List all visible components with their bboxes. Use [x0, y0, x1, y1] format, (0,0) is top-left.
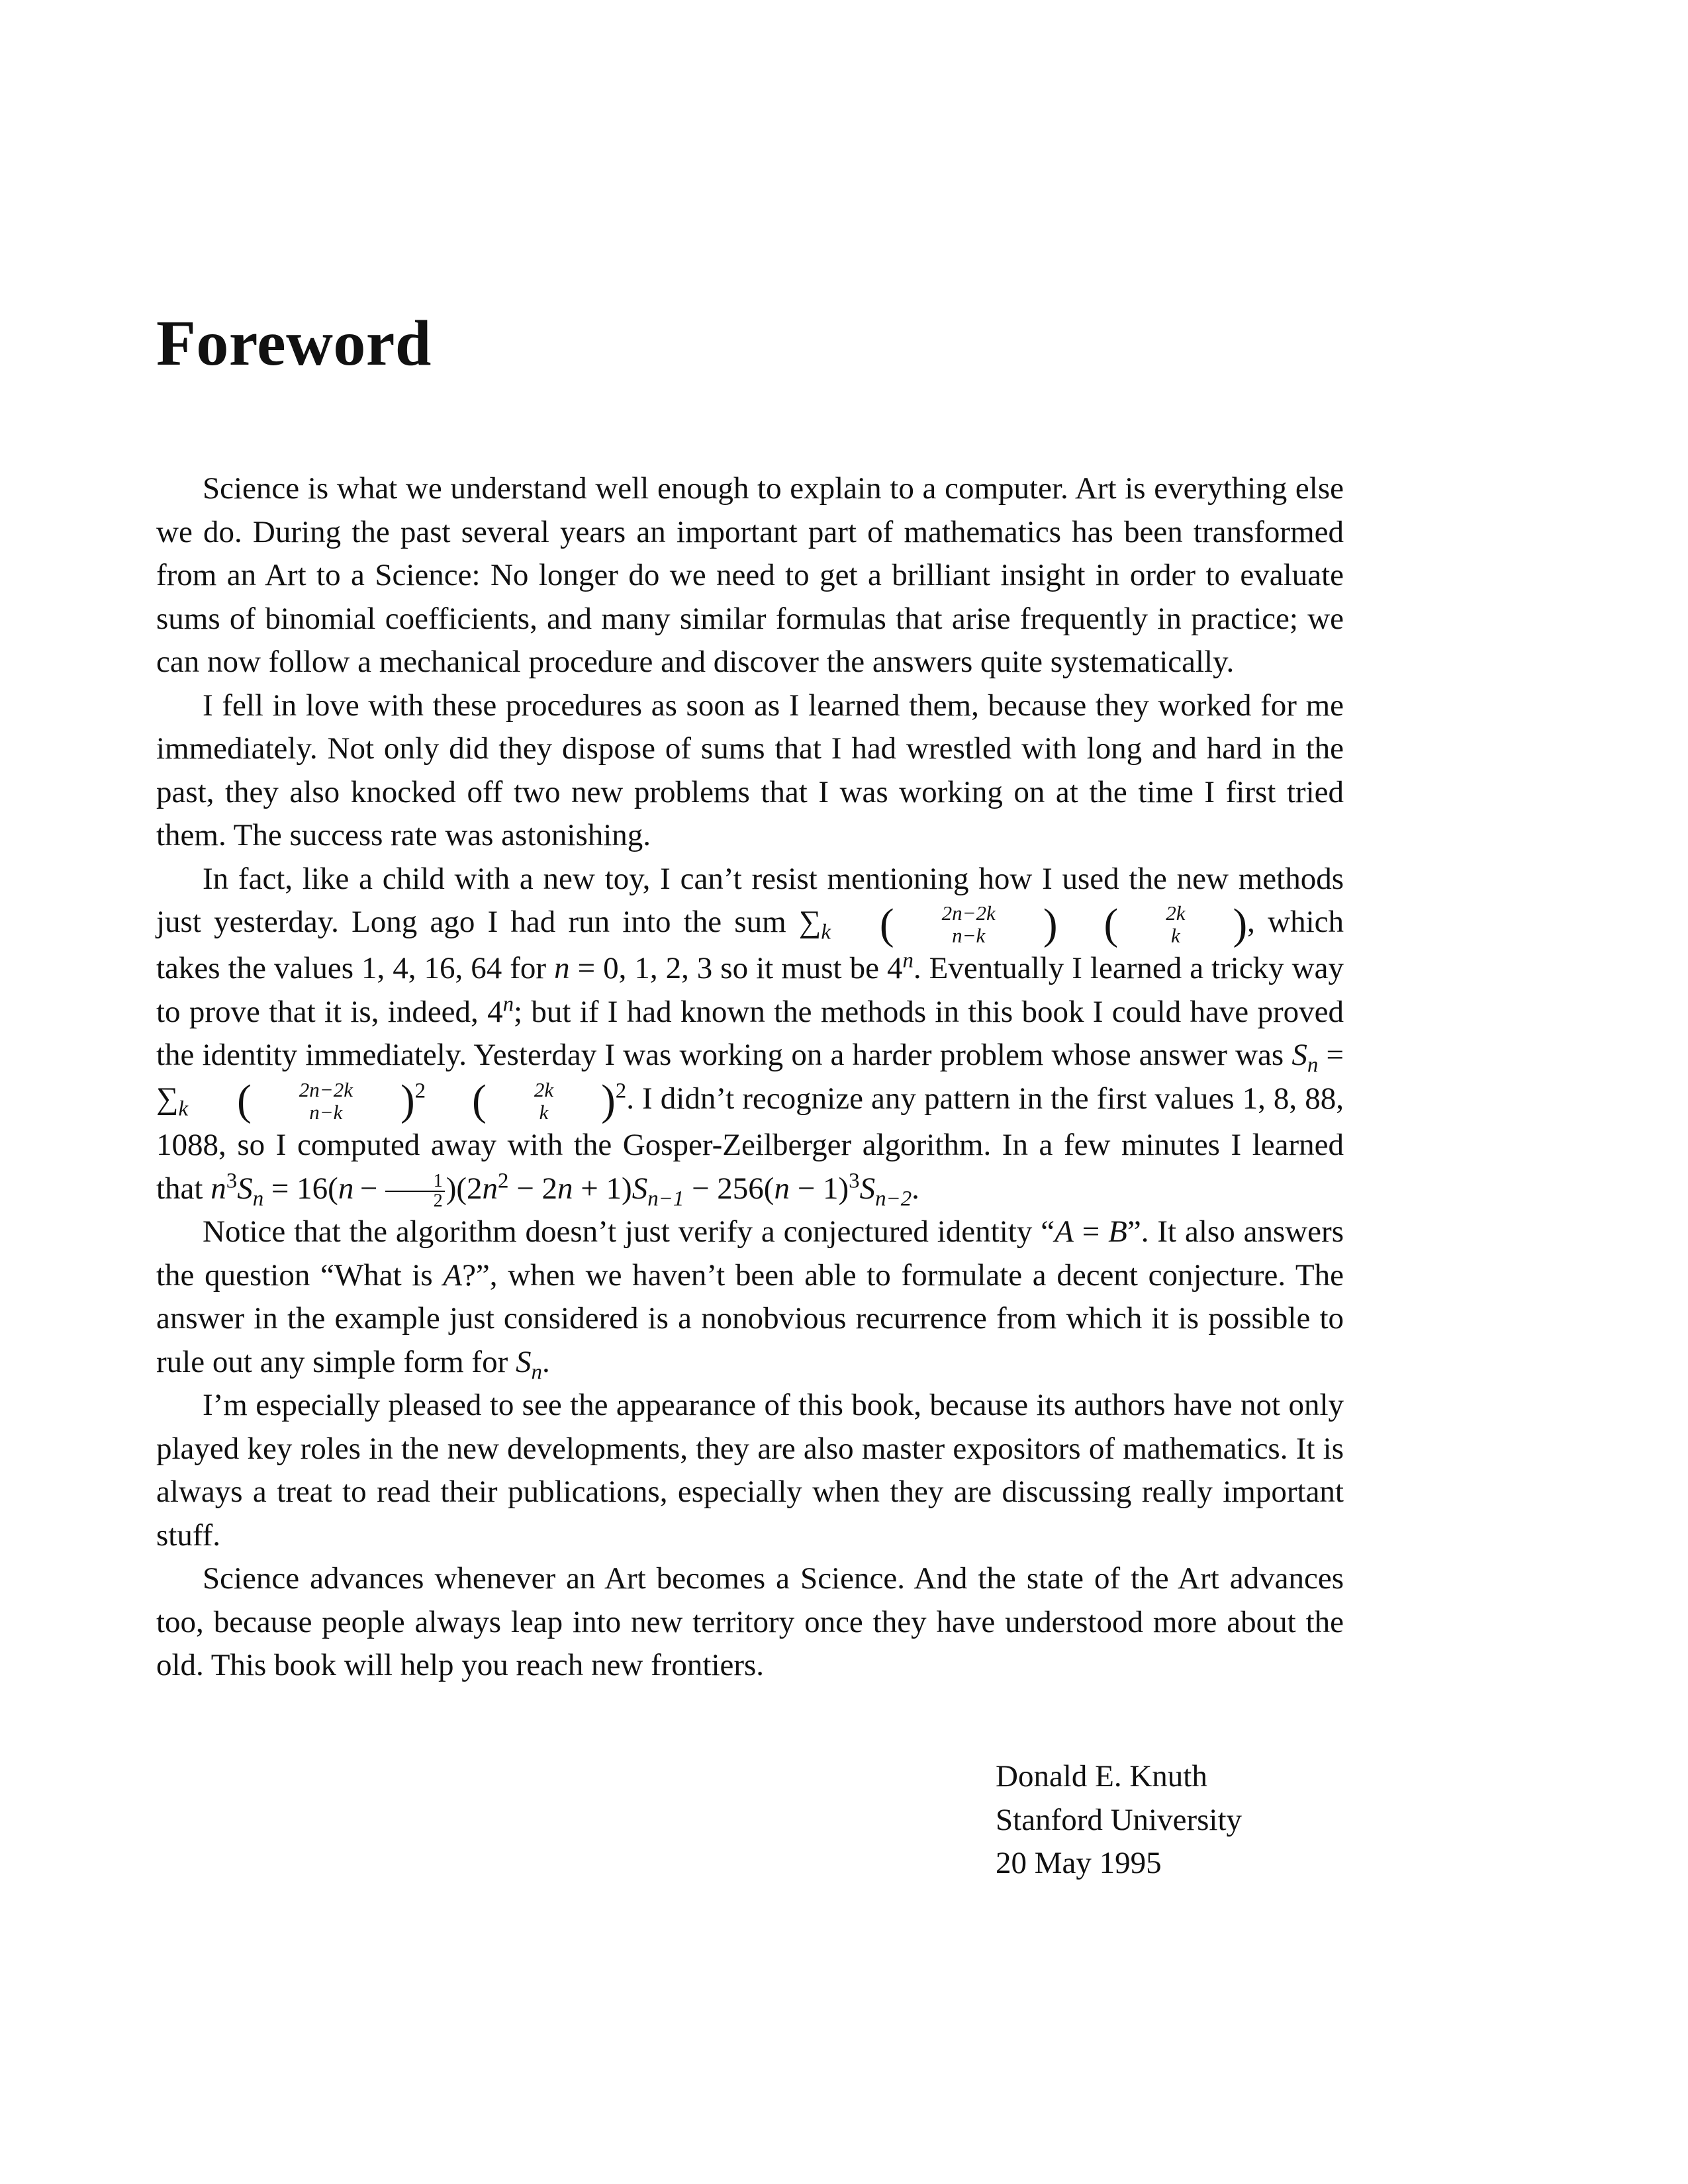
p3-text-13: − 1): [789, 1171, 849, 1206]
var-n: n: [211, 1171, 226, 1206]
p3-text-12: − 256(: [684, 1171, 774, 1206]
subscript-n-minus-2: n−2: [875, 1187, 912, 1211]
square-exponent: 2: [414, 1079, 426, 1103]
binomial-2k-k: ( 2k k ): [1103, 900, 1248, 948]
binom-bottom: n−k: [952, 924, 986, 948]
binom-bottom: k: [539, 1101, 549, 1124]
var-b: B: [1108, 1214, 1127, 1250]
sum-index: k: [821, 920, 831, 944]
subscript-n: n: [1307, 1053, 1319, 1077]
exponent-n: n: [902, 948, 914, 973]
equals: =: [1318, 1038, 1344, 1073]
paragraph-4: [156, 1210, 1344, 1384]
binom-top: 2k: [1166, 901, 1186, 925]
var-s: S: [632, 1171, 648, 1206]
sum-index: k: [178, 1097, 189, 1121]
var-s: S: [859, 1171, 876, 1206]
var-n: n: [774, 1171, 790, 1206]
var-a: A: [443, 1257, 463, 1293]
binom-bottom: n−k: [309, 1101, 343, 1124]
var-s: S: [515, 1344, 532, 1379]
var-a: A: [1055, 1214, 1074, 1250]
binomial-2n-2k-n-k: ( 2n−2k n−k ): [237, 1077, 415, 1125]
var-n: n: [554, 951, 570, 986]
cube-exponent: 3: [226, 1169, 238, 1193]
sum-symbol: ∑: [156, 1081, 179, 1116]
p3-text-9: )(2: [445, 1171, 483, 1206]
fraction-numerator: 1: [385, 1172, 445, 1192]
author-name: Donald E. Knuth: [996, 1759, 1207, 1794]
paragraph-3: In fact, like a child with a new toy, I can’t resist mentioning how I used the new methods just yesterday. Long ago I had run into the sum $\sum_k$ ( 2n−2k n−k ) ( 2k k ) , which takes the values 1, 4, 16, 64 for n = 0, 1, 2, 3 so it must be 4$^n$. Eventually I learned a tricky way to prove that it is, indeed, 4$^n$; but if I had known the methods in this book I could have proved the identity immediately. Yesterday I was working on a harder problem whose answer was $S_n = \sum_k$ ( 2n−2k n−k ) $^2$ ( 2k k ) $^2$. I didn’t recognize any pattern in the first values 1, 8, 88, 1088, so I computed away with the Gosper-Zeilberger algorithm. In a few minutes I learned that $n^3S_n = 16(n$ − $\frac{1}{2}$ )$(2n^2 - 2n + 1)S_{n-1} - 256(n - 1)^3S_{n-2}$.: [156, 861, 1344, 1211]
subscript-n-minus-1: n−1: [647, 1187, 684, 1211]
p4-text-2: ”. It also answers the question “What is: [156, 1214, 1344, 1293]
var-n: n: [482, 1171, 498, 1206]
subscript-n: n: [252, 1187, 264, 1211]
p4-text-1: Notice that the algorithm doesn’t just verify a conjectured identity “: [203, 1214, 1055, 1250]
fraction-one-half: [385, 1172, 445, 1210]
p3-text-3: = 0, 1, 2, 3 so it must be 4: [569, 951, 903, 986]
paragraph-5: I’m especially pleased to see the appearance of this book, because its authors have not only played key roles in the new developments, they are also master expositors of mathematics. It is always a treat to read their publications, especially when they are discussing really important stuff.: [156, 1388, 1344, 1553]
fraction-denominator: 2: [433, 1190, 443, 1211]
p3-text-7: . I didn’t recognize any pattern in the first values 1, 8, 88, 1088, so I computed away with the Gosper-Zeilberger algorithm. In a few minutes I learned that: [156, 1081, 1344, 1206]
binom-top: 2n−2k: [941, 901, 996, 925]
author-affiliation: Stanford University: [996, 1802, 1243, 1837]
var-n: n: [557, 1171, 573, 1206]
exponent-n: n: [502, 992, 514, 1017]
paragraph-6: Science advances whenever an Art becomes a Science. And the state of the Art advances too, because people always leap into new territory once they have understood more about the old. This book will help you reach new frontiers.: [156, 1561, 1344, 1683]
var-n: n: [338, 1171, 354, 1206]
p3-text-10: − 2: [508, 1171, 558, 1206]
p4-text-3: ?”, when we haven’t been able to formulate a decent conjecture. The answer in the example just considered is a nonobvious recurrence from which it is possible to rule out any simple form for: [156, 1257, 1344, 1379]
p3-text-5: ; but if I had known the methods in this book I could have proved the identity immediately. Yesterday I was working on a harder problem whose answer was: [156, 994, 1344, 1073]
binom-top: 2n−2k: [299, 1077, 353, 1101]
p3-text-11: + 1): [573, 1171, 632, 1206]
p3-text-4: . Eventually I learned a tricky way to prove that it is, indeed, 4: [156, 951, 1344, 1029]
var-s: S: [237, 1171, 253, 1206]
equals: =: [1073, 1214, 1109, 1250]
subscript-n: n: [531, 1360, 542, 1385]
sum-symbol: ∑: [798, 905, 821, 939]
binomial-2n-2k-n-k: ( 2n−2k n−k ): [879, 900, 1058, 948]
paragraph-2: I fell in love with these procedures as soon as I learned them, because they worked for me immediately. Not only did they dispose of sums that I had wrestled with long and hard in the past, they also knocked off two new problems that I was working on at the time I first tried them. The success rate was astonishing.: [156, 688, 1344, 852]
signature-date: 20 May 1995: [996, 1846, 1162, 1880]
binom-bottom: k: [1170, 924, 1180, 948]
binom-top: 2k: [534, 1077, 554, 1101]
signature-block: [996, 1755, 1242, 1886]
var-s: S: [1291, 1038, 1307, 1073]
page-title: Foreword: [156, 308, 432, 379]
cube-exponent: 3: [849, 1169, 860, 1193]
p3-text-2: , which takes the values 1, 4, 16, 64 for: [156, 905, 1344, 986]
p3-text-14: .: [912, 1171, 919, 1206]
p3-text-8: = 16(: [263, 1171, 338, 1206]
paragraph-1: Science is what we understand well enough to explain to a computer. Art is everything else we do. During the past several years an important part of mathematics has been transformed from an Art to a Science: No longer do we need to get a brilliant insight in order to evaluate sums of binomial coefficients, and many similar formulas that arise frequently in practice; we can now follow a mechanical procedure and discover the answers quite systematically.: [156, 471, 1344, 679]
p3-text-1: In fact, like a child with a new toy, I can’t resist mentioning how I used the new methods just yesterday. Long ago I had run into the sum: [156, 861, 1344, 939]
binomial-2k-k: ( 2k k ): [472, 1077, 616, 1125]
p4-text-4: .: [541, 1344, 550, 1379]
square-exponent: 2: [615, 1079, 627, 1103]
foreword-body: [156, 467, 1344, 1688]
square-exponent: 2: [498, 1169, 509, 1193]
